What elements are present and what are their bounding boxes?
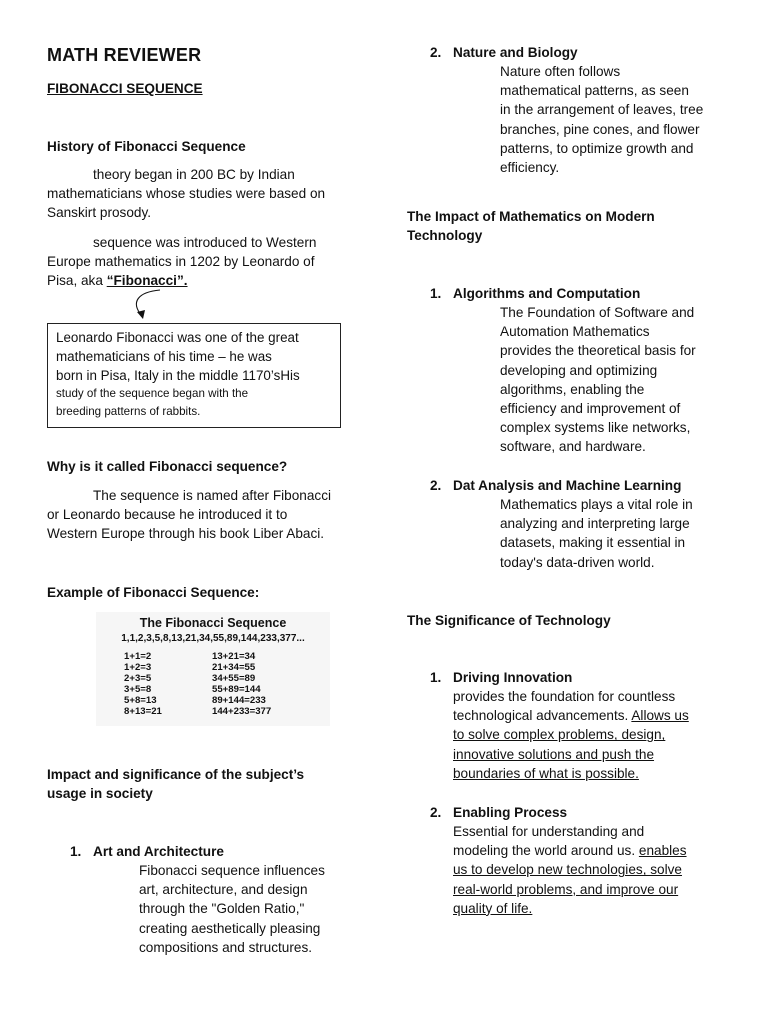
- impact-heading: [47, 765, 367, 803]
- section-subtitle: FIBONACCI SEQUENCE: [47, 81, 203, 96]
- text-line: patterns, to optimize growth and: [500, 140, 694, 156]
- fibonacci-emphasis: “Fibonacci”.: [106, 273, 188, 289]
- underlined-line: to solve complex problems, design,: [453, 727, 666, 743]
- text-line: Western Europe through his book Liber Abaci.: [47, 526, 325, 542]
- history-paragraph-1: [47, 165, 377, 223]
- figure-title: The Fibonacci Sequence: [139, 616, 287, 630]
- history-paragraph-2: [47, 233, 377, 291]
- text-fragment: His: [280, 368, 300, 383]
- sum-item: 21+34=55: [212, 662, 256, 673]
- text-line: branches, pine cones, and flower: [500, 121, 700, 137]
- sum-item: 1+2=3: [124, 662, 152, 673]
- text-fragment: born in Pisa, Italy in the middle 1170’s: [56, 368, 281, 383]
- text-line: efficiency and improvement of: [500, 401, 681, 417]
- sum-item: 55+89=144: [212, 684, 261, 695]
- figure-left-sums: [124, 651, 162, 717]
- page-title: MATH REVIEWER: [47, 45, 202, 65]
- enabling-process-text: [453, 822, 743, 918]
- text-fragment: modeling the world around us.: [453, 843, 639, 859]
- text-line: or Leonardo because he introduced it to: [47, 507, 288, 523]
- text-line: [56, 366, 332, 385]
- nature-biology-title: Nature and Biology: [453, 45, 578, 60]
- figure-right-sums: [212, 651, 271, 717]
- algorithms-title: Algorithms and Computation: [453, 286, 641, 301]
- text-line: in the arrangement of leaves, tree: [500, 102, 704, 118]
- heading-line: Impact and significance of the subject’s: [47, 767, 305, 782]
- nature-biology-number: 2.: [430, 45, 442, 60]
- text-line: creating aesthetically pleasing: [139, 920, 321, 936]
- sum-item: 89+144=233: [212, 695, 266, 706]
- enabling-process-title: Enabling Process: [453, 805, 568, 820]
- text-fragment: Pisa, aka: [47, 273, 107, 289]
- sum-item: 13+21=34: [212, 651, 256, 662]
- fibonacci-sequence-figure: [96, 612, 330, 726]
- text-line: developing and optimizing: [500, 362, 658, 378]
- history-heading: History of Fibonacci Sequence: [47, 139, 246, 154]
- driving-innovation-title: Driving Innovation: [453, 670, 573, 685]
- text-line: algorithms, enabling the: [500, 381, 645, 397]
- algorithms-text: [500, 303, 740, 457]
- curved-arrow-icon: [120, 286, 180, 326]
- nature-biology-text: [500, 62, 740, 177]
- text-line: through the "Golden Ratio,": [139, 901, 305, 917]
- underlined-line: real-world problems, and improve our: [453, 881, 679, 897]
- fibonacci-info-box: [47, 323, 341, 428]
- text-line: art, architecture, and design: [139, 882, 308, 898]
- text-line: today's data-driven world.: [500, 554, 655, 570]
- text-line: Essential for understanding and: [453, 824, 645, 839]
- sum-item: 3+5=8: [124, 684, 152, 695]
- text-line: theory began in 200 BC by Indian: [93, 167, 295, 182]
- text-line: mathematical patterns, as seen: [500, 83, 689, 99]
- text-line: provides the foundation for countless: [453, 689, 676, 704]
- significance-heading: The Significance of Technology: [407, 613, 611, 628]
- sum-item: 144+233=377: [212, 706, 272, 717]
- underlined-line: us to develop new technologies, solve: [453, 862, 682, 878]
- sum-item: 8+13=21: [124, 706, 162, 717]
- text-line: mathematicians whose studies were based on: [47, 186, 326, 202]
- text-line: Mathematics plays a vital role in: [500, 497, 693, 512]
- text-line: Nature often follows: [500, 64, 621, 79]
- why-heading: Why is it called Fibonacci sequence?: [47, 459, 288, 474]
- underlined-line: innovative solutions and push the: [453, 746, 655, 762]
- figure-sequence: 1,1,2,3,5,8,13,21,34,55,89,144,233,377...: [121, 633, 305, 644]
- heading-line: usage in society: [47, 786, 153, 802]
- text-line: mathematicians of his time – he was: [56, 349, 272, 364]
- text-line: complex systems like networks,: [500, 420, 691, 436]
- data-analysis-number: 2.: [430, 478, 442, 493]
- underlined-line: quality of life.: [453, 900, 533, 916]
- art-architecture-text: [139, 861, 369, 957]
- text-fragment: technological advancements.: [453, 708, 632, 724]
- enabling-process-number: 2.: [430, 805, 442, 820]
- text-line: The sequence is named after Fibonacci: [93, 488, 332, 503]
- text-line: sequence was introduced to Western: [93, 235, 317, 250]
- text-line: breeding patterns of rabbits.: [56, 404, 201, 418]
- text-line: provides the theoretical basis for: [500, 343, 696, 359]
- text-line: software, and hardware.: [500, 439, 646, 455]
- art-architecture-title: Art and Architecture: [93, 844, 224, 859]
- text-line: Europe mathematics in 1202 by Leonardo of: [47, 254, 315, 270]
- heading-line: Technology: [407, 228, 483, 244]
- heading-line: The Impact of Mathematics on Modern: [407, 209, 655, 224]
- data-analysis-title: Dat Analysis and Machine Learning: [453, 478, 682, 493]
- sum-item: 34+55=89: [212, 673, 256, 684]
- sum-item: 1+1=2: [124, 651, 152, 662]
- algorithms-number: 1.: [430, 286, 442, 301]
- text-line: Automation Mathematics: [500, 324, 650, 340]
- text-line: analyzing and interpreting large: [500, 516, 690, 532]
- text-line: study of the sequence began with the: [56, 387, 249, 400]
- why-paragraph: [47, 486, 377, 544]
- driving-innovation-text: [453, 687, 743, 783]
- modern-technology-heading: [407, 207, 727, 245]
- text-line: Sanskirt prosody.: [47, 205, 152, 221]
- example-heading: Example of Fibonacci Sequence:: [47, 585, 260, 600]
- text-line: The Foundation of Software and: [500, 305, 695, 320]
- text-line: efficiency.: [500, 160, 560, 176]
- underlined-line: boundaries of what is possible.: [453, 765, 639, 781]
- driving-innovation-number: 1.: [430, 670, 442, 685]
- art-architecture-number: 1.: [70, 844, 82, 859]
- underlined-fragment: enables: [638, 843, 687, 859]
- data-analysis-text: [500, 495, 740, 572]
- text-line: [453, 706, 743, 725]
- sum-item: 2+3=5: [124, 673, 152, 684]
- text-line: datasets, making it essential in: [500, 535, 686, 551]
- text-line: [453, 841, 743, 860]
- text-line: Leonardo Fibonacci was one of the great: [56, 330, 299, 345]
- underlined-fragment: Allows us: [631, 708, 689, 724]
- text-line: [47, 271, 377, 290]
- text-line: Fibonacci sequence influences: [139, 863, 325, 878]
- sum-item: 5+8=13: [124, 695, 157, 706]
- text-line: compositions and structures.: [139, 939, 313, 955]
